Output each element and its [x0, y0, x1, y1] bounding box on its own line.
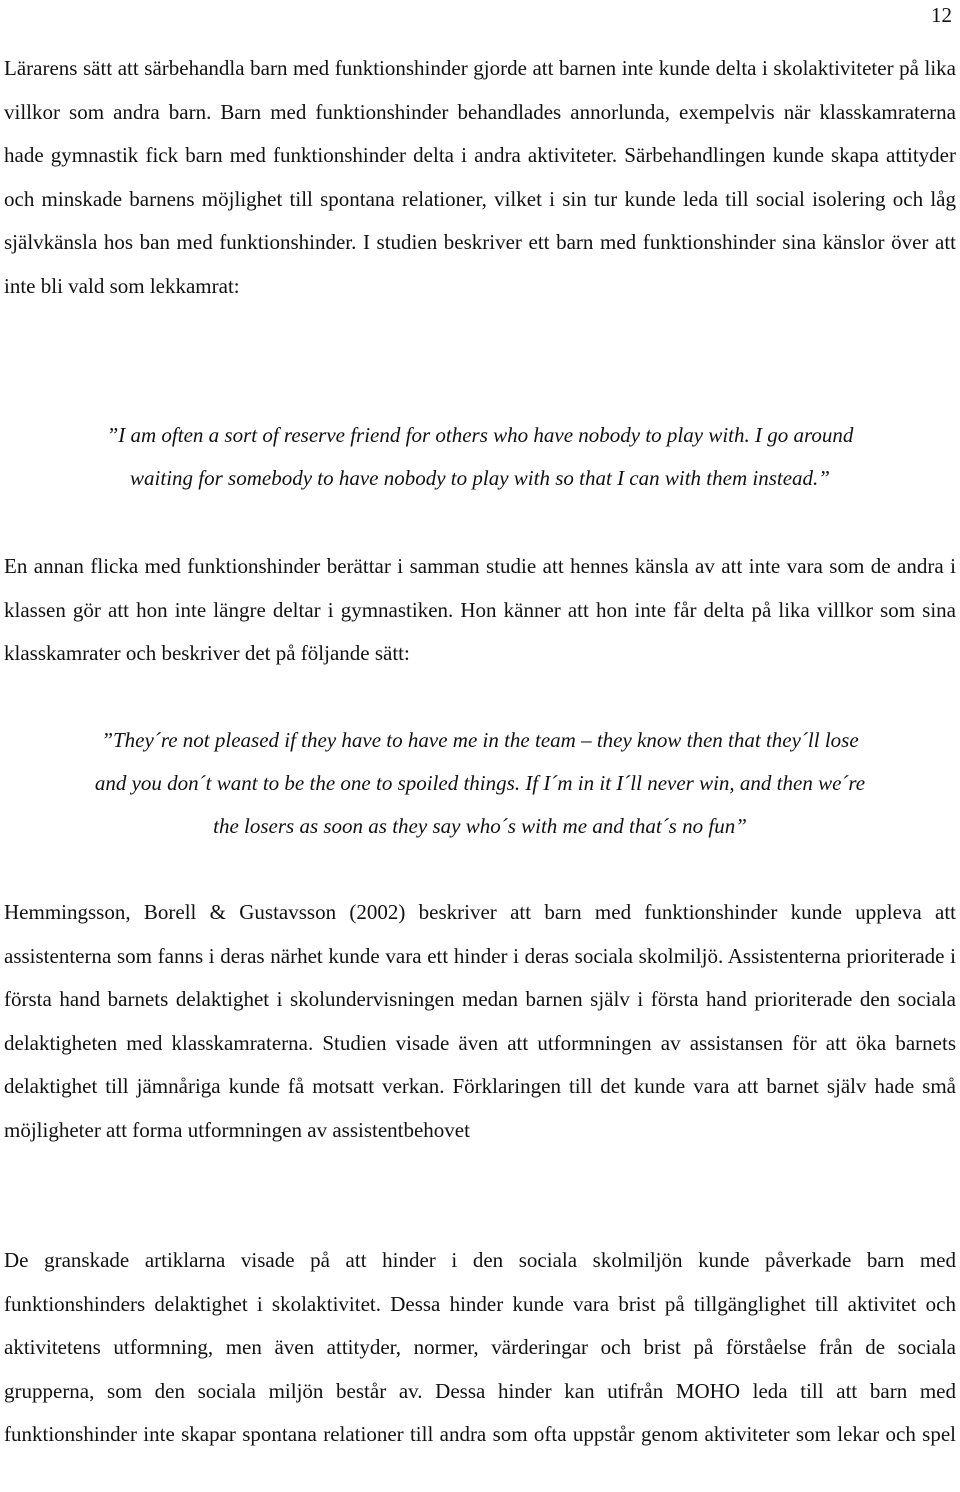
quote-line: waiting for somebody to have nobody to play with so that I can with them instead.”: [130, 466, 830, 490]
block-quote-reserve-friend: [0, 414, 960, 500]
quote-line: the losers as soon as they say who´s with me and that´s no fun”: [213, 814, 747, 838]
quote-line: ”They´re not pleased if they have to have me in the team – they know then that they´ll lose: [101, 728, 859, 752]
paragraph-intro: Lärarens sätt att särbehandla barn med funktionshinder gjorde att barnen inte kunde delta i skolaktiviteter på lika villkor som andra barn. Barn med funktionshinder behandlades annorlunda, exempelvis när klasskamraterna hade gymnastik fick barn med funktionshinder delta i andra aktiviteter. Särbehandlingen kunde skapa attityder och minskade barnens möjlighet till spontana relationer, vilket i sin tur kunde leda till social isolering och låg självkänsla hos ban med funktionshinder. I studien beskriver ett barn med funktionshinder sina känslor över att inte bli vald som lekkamrat:: [4, 56, 956, 298]
quote-line: and you don´t want to be the one to spoiled things. If I´m in it I´ll never win, and then we´re: [94, 771, 866, 795]
block-quote-team: [0, 719, 960, 848]
paragraph-girl-gymnastics: En annan flicka med funktionshinder berättar i samman studie att hennes känsla av att inte vara som de andra i klassen gör att hon inte längre deltar i gymnastiken. Hon känner att hon inte får delta på lika villkor som sina klasskamrater och beskriver det på följande sätt:: [4, 554, 956, 666]
quote-line: ”I am often a sort of reserve friend for others who have nobody to play with. I go around: [106, 423, 854, 447]
paragraph-assistants: Hemmingsson, Borell & Gustavsson (2002) beskriver att barn med funktionshinder kunde uppleva att assistenterna som fanns i deras närhet kunde vara ett hinder i deras sociala skolmiljö. Assistenterna prioriterade i första hand barnets delaktighet i skolundervisningen medan barnen själv i första hand prioriterade den sociala delaktigheten med klasskamraterna. Studien visade även att utformningen av assistansen för att öka barnets delaktighet till jämnåriga kunde få motsatt verkan. Förklaringen till det kunde vara att barnet själv hade små möjligheter att forma utformningen av assistentbehovet: [4, 900, 956, 1142]
page-number: 12: [931, 3, 952, 27]
paragraph-barriers: De granskade artiklarna visade på att hinder i den sociala skolmiljön kunde påverkade barn med funktionshinders delaktighet i skolaktivitet. Dessa hinder kunde vara brist på tillgänglighet till aktivitet och aktivitetens utformning, men även attityder, normer, värderingar och brist på förståelse från de sociala grupperna, som den sociala miljön består av. Dessa hinder kan utifrån MOHO leda till att barn med funktionshinder inte skapar spontana relationer till andra som ofta uppstår genom aktiviteter som lekar och spel: [4, 1248, 956, 1447]
